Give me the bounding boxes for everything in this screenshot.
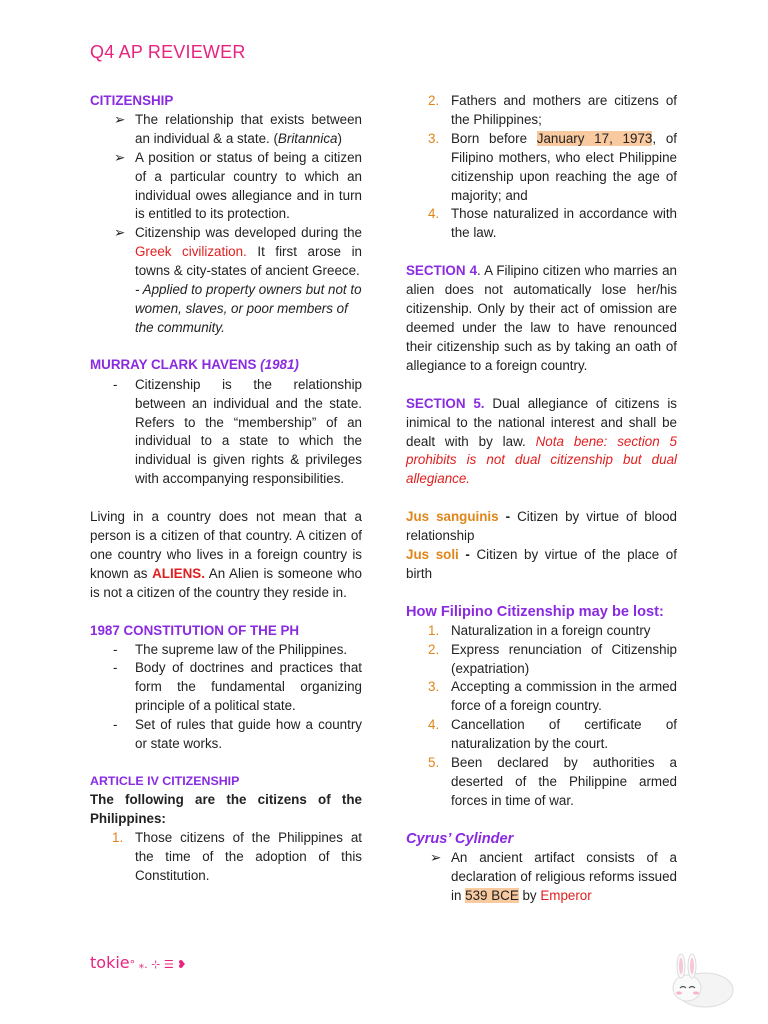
arrow-bullet-icon: ➢ xyxy=(114,111,126,127)
aliens-paragraph: Living in a country does not mean that a person is a citizen of that country. A citizen of one country who lives in a foreign country is known as ALIENS. An Alien is someone who is not a citizen of the country they reside in. xyxy=(90,509,362,600)
havens-heading: MURRAY CLARK HAVENS (1981) xyxy=(90,356,299,372)
date-highlight: January 17, 1973 xyxy=(536,130,653,146)
lost-item-4: 4. Cancellation of certificate of naturalization by the court. xyxy=(428,717,677,752)
constitution-item-3: - Set of rules that guide how a country or state works. xyxy=(113,717,362,752)
citizens-item-4: 4. Those naturalized in accordance with the law. xyxy=(428,206,677,241)
cyrus-item: ➢ An ancient artifact consists of a declaration of religious reforms issued in 539 BCE by Emperor xyxy=(430,849,677,903)
article-heading: ARTICLE IV CITIZENSHIP xyxy=(90,774,240,788)
citizenship-bullet-2: ➢ A position or status of being a citizen of a particular country to which an individual owes allegiance and in turn is entitled to its protection. xyxy=(114,149,362,222)
left-column xyxy=(90,92,362,885)
lost-item-3: 3. Accepting a commission in the armed force of a foreign country. xyxy=(428,679,677,714)
arrow-bullet-icon: ➢ xyxy=(114,149,126,165)
jus-soli: Jus soli - Citizen by virtue of the place of birth xyxy=(406,547,677,581)
lost-item-1: 1. Naturalization in a foreign country xyxy=(428,622,651,638)
lost-item-5: 5. Been declared by authorities a deserted of the Philippine armed forces in time of war. xyxy=(428,755,677,808)
citizens-item-2: 2. Fathers and mothers are citizens of the Philippines; xyxy=(428,93,677,127)
page-title: Q4 AP REVIEWER xyxy=(90,42,246,62)
citizens-item-1: 1. Those citizens of the Philippines at the time of the adoption of this Constitution. xyxy=(112,829,362,883)
arrow-bullet-icon: ➢ xyxy=(430,849,442,865)
lost-item-2: 2. Express renunciation of Citizenship (expatriation) xyxy=(428,641,677,676)
constitution-item-2: - Body of doctrines and practices that form the fundamental organizing principle of a political state. xyxy=(113,660,362,714)
section-5: SECTION 5. Dual allegiance of citizens is inimical to the national interest and shall be dealt with by law. Nota bene: section 5 prohibits is not dual citizenship but dual allegiance. xyxy=(406,395,677,487)
tokie-logo: tokie° ⁎. ⊹ ☰ ❥ xyxy=(90,953,187,972)
lost-heading: How Filipino Citizenship may be lost: xyxy=(406,603,664,620)
citizenship-bullet-1: ➢ The relationship that exists between an individual & a state. (Britannica) xyxy=(114,111,362,146)
arrow-bullet-icon: ➢ xyxy=(114,225,126,241)
bunny-icon xyxy=(665,950,735,1010)
jus-sanguinis: Jus sanguinis - Citizen by virtue of blood relationship xyxy=(406,509,678,544)
section-4: SECTION 4. A Filipino citizen who marries an alien does not automatically lose her/his citizenship. Only by their act of omission are deemed under the law to have renounced their citizenship such as by taking an oath of allegiance to a foreign country. xyxy=(406,263,678,373)
right-column xyxy=(406,92,677,905)
constitution-heading: 1987 CONSTITUTION OF THE PH xyxy=(90,622,300,638)
citizenship-bullet-3: ➢ Citizenship was developed during the Greek civilization. It first arose in towns & city-states of ancient Greece. xyxy=(114,225,362,279)
citizenship-heading: CITIZENSHIP xyxy=(90,93,174,108)
citizens-item-3: 3. Born before January 17, 1973, of Filipino mothers, who elect Philippine citizenship upon reaching the age of majority; and xyxy=(428,130,678,203)
year-highlight: 539 BCE xyxy=(465,887,519,903)
citizenship-note: - Applied to property owners but not to women, slaves, or poor members of the community. xyxy=(135,282,362,335)
cyrus-heading: Cyrus’ Cylinder xyxy=(406,830,514,847)
article-lead: The following are the citizens of the Philippines: xyxy=(90,791,362,826)
constitution-item-1: - The supreme law of the Philippines. xyxy=(113,641,348,657)
havens-item: - Citizenship is the relationship between an individual and the state. Refers to the “membership” of an individual to a state to which the individual is given rights & privileges with accompanying responsibilities. xyxy=(113,376,362,487)
